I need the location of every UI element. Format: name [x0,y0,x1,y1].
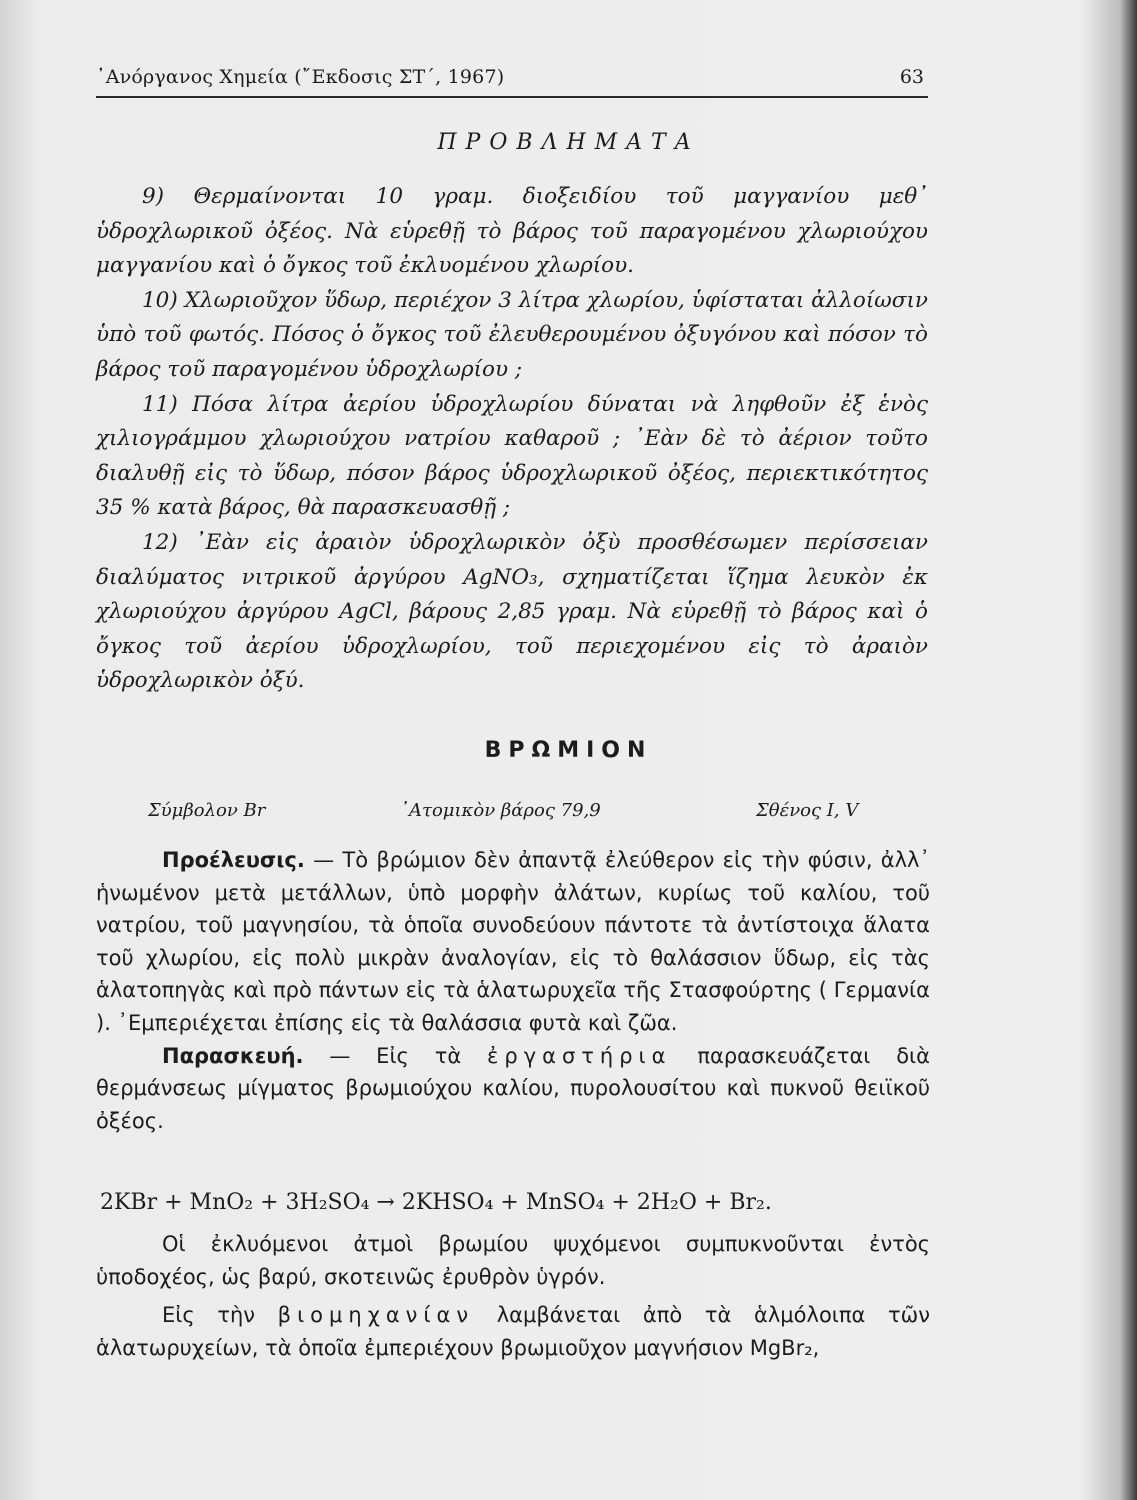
preparation-text-after: παρασκευάζεται διὰ θερμάνσεως μίγματος βρωμιούχου καλίου, πυρολουσίτου καὶ πυκνοῦ θειϊκοῦ ὀξέος. [96,1043,931,1133]
element-symbol: Σύμβολον Br [148,800,266,821]
origin-text: — Τὸ βρώμιον δὲν ἀπαντᾷ ἐλεύθερον εἰς τὴν φύσιν, ἀλλ᾿ ἡνωμένον μετὰ μετάλλων, ὑπὸ μορφὴν ἀλάτων, κυρίως τοῦ καλίου, τοῦ νατρίου, τοῦ μαγνησίου, τὰ ὁποῖα συνοδεύουν πάντοτε τὰ ἀντίστοιχα ἅλατα τοῦ χλωρίου, εἰς πολὺ μικρὰν ἀναλογίαν, εἰς τὸ θαλάσσιον ὕδωρ, εἰς τὰς ἁλατοπηγὰς καὶ πρὸ πάντων εἰς τὰ ἁλατωρυχεῖα τῆς Στασφούρτης ( Γερμανία ). ᾿Εμπεριέχεται ἐπίσης εἰς τὰ θαλάσσια φυτὰ καὶ ζῶα. [96,848,930,1035]
chemical-equation: 2KBr + MnO₂ + 3H₂SO₄ → 2KHSO₄ + MnSO₄ + 2H₂O + Br₂. [100,1190,772,1215]
preparation-spaced-word: ἐργαστήρια [487,1043,672,1068]
problem-12: 12) ᾿Εὰν εἰς ἀραιὸν ὑδροχλωρικὸν ὀξὺ προσθέσωμεν περίσσειαν διαλύματος νιτρικοῦ ἀργύρου AgNO₃, σχηματίζεται ἵζημα λευκὸν ἐκ χλωριούχου ἀργύρου AgCl, βάρους 2,85 γραμ. Νὰ εὑρεθῇ τὸ βάρος καὶ ὁ ὄγκος τοῦ ἀερίου ὑδροχλωρίου, τοῦ περιεχομένου εἰς τὸ ἀραιὸν ὑδροχλωρικὸν ὀξύ. [96,529,928,694]
industry-paragraph [96,1299,930,1364]
preparation-paragraph [96,1040,930,1138]
section-title: ΒΡΩΜΙΟΝ [484,738,653,763]
vapors-paragraph: Οἱ ἐκλυόμενοι ἀτμοὶ βρωμίου ψυχόμενοι συμπυκνοῦνται ἐντὸς ὑποδοχέος, ὡς βαρύ, σκοτεινῶς ἐρυθρὸν ὑγρόν. [96,1232,930,1289]
origin-label: Προέλευσις. [162,848,305,872]
problems-list [96,180,928,699]
preparation-label: Παρασκευή. [162,1043,304,1068]
problems-heading: ΠΡΟΒΛΗΜΑΤΑ [437,130,700,155]
industry-text-before: Εἰς τὴν [162,1303,278,1328]
preparation-text-before: — Εἰς τὰ [303,1043,488,1068]
industry-spaced-word: βιομηχανίαν [277,1303,475,1328]
valence: Σθένος I, V [756,800,859,821]
page-number: 63 [899,66,924,88]
running-title: ᾿Ανόργανος Χημεία (῎Εκδοσις ΣΤ΄, 1967) [96,66,505,88]
body-text [96,844,930,1137]
page-header [96,62,928,98]
origin-paragraph [96,844,930,1040]
problem-10: 10) Χλωριοῦχον ὕδωρ, περιέχον 3 λίτρα χλωρίου, ὑφίσταται ἀλλοίωσιν ὑπὸ τοῦ φωτός. Πόσος ὁ ὄγκος τοῦ ἐλευθερουμένου ὀξυγόνου καὶ πόσον τὸ βάρος τοῦ παραγομένου ὑδροχλωρίου ; [96,287,928,382]
problem-9: 9) Θερμαίνονται 10 γραμ. διοξειδίου τοῦ μαγγανίου μεθ᾿ ὑδροχλωρικοῦ ὀξέος. Νὰ εὑρεθῇ τὸ βάρος τοῦ παραγομένου χλωριούχου μαγγανίου καὶ ὁ ὄγκος τοῦ ἐκλυομένου χλωρίου. [96,184,928,279]
industry-text-after: λαμβάνεται ἀπὸ τὰ ἁλμόλοιπα τῶν ἁλατωρυχείων, τὰ ὁποῖα ἐμπεριέχουν βρωμιοῦχον μαγνήσιον MgBr₂, [96,1303,930,1360]
atomic-weight: ᾿Ατομικὸν βάρος 79,9 [400,800,601,821]
body-text-continued [96,1228,930,1370]
problem-11: 11) Πόσα λίτρα ἀερίου ὑδροχλωρίου δύναται νὰ ληφθοῦν ἐξ ἑνὸς χιλιογράμμου χλωριούχου νατρίου καθαροῦ ; ᾿Εὰν δὲ τὸ ἀέριον τοῦτο διαλυθῇ εἰς τὸ ὕδωρ, πόσον βάρος ὑδροχλωρικοῦ ὀξέος, περιεκτικότητος 35 % κατὰ βάρος, θὰ παρασκευασθῇ ; [96,391,928,521]
